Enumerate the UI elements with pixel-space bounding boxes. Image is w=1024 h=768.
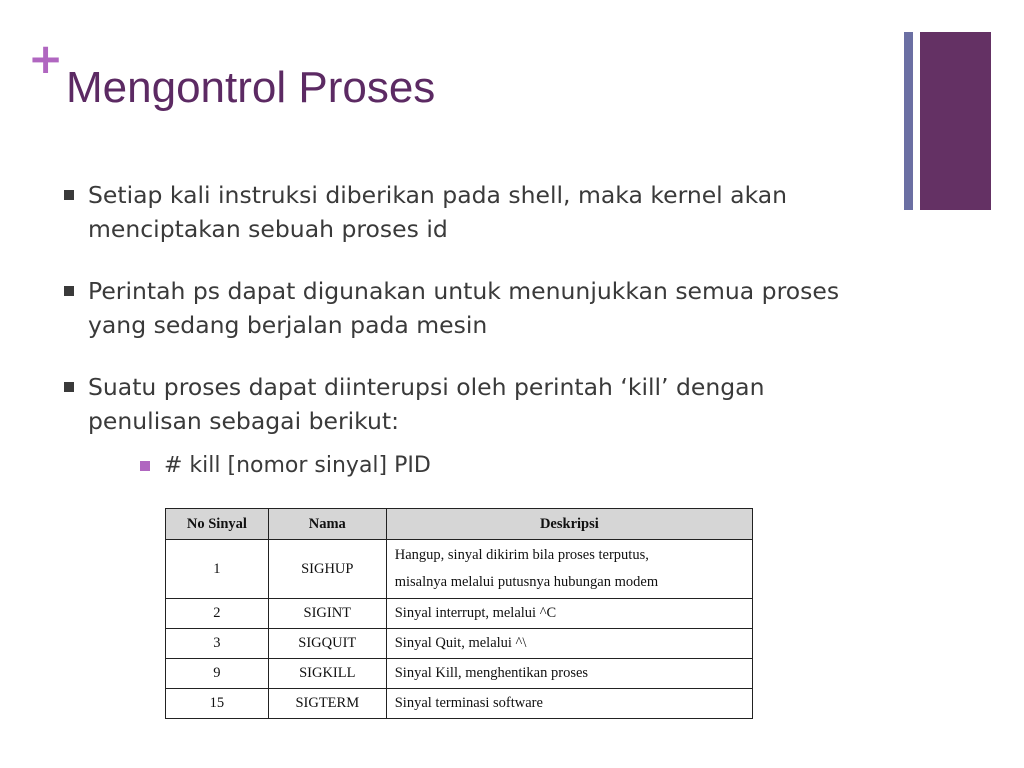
square-bullet-icon [64,286,74,296]
cell-desc-line: Hangup, sinyal dikirim bila proses terputus, [394,547,649,563]
cell-desc: Sinyal Kill, menghentikan proses [386,659,752,689]
cell-name: SIGTERM [268,689,386,719]
cell-no: 15 [166,689,269,719]
decorative-bar-thick [920,32,991,210]
square-bullet-icon [140,461,150,471]
bullet-text: Suatu proses dapat diinterupsi oleh perintah ‘kill’ dengan penulisan sebagai berikut: [88,373,765,435]
slide-title: Mengontrol Proses [66,63,436,112]
cell-desc: Sinyal terminasi software [386,689,752,719]
cell-name: SIGINT [268,599,386,629]
command-syntax: # kill [nomor sinyal] PID [164,453,431,478]
header-deskripsi: Deskripsi [386,509,752,540]
table-row [166,599,753,629]
cell-no: 2 [166,599,269,629]
cell-name: SIGHUP [268,540,386,599]
table-row [166,540,753,599]
square-bullet-icon [64,190,74,200]
cell-no: 9 [166,659,269,689]
cell-desc-line: misalnya melalui putusnya hubungan modem [394,574,659,590]
bullet-item [62,370,882,438]
decorative-bar-thin [904,32,913,210]
table-row [166,629,753,659]
cell-desc: Sinyal interrupt, melalui ^C [386,599,752,629]
plus-icon: + [28,34,64,83]
cell-name: SIGKILL [268,659,386,689]
bullet-text: Perintah ps dapat digunakan untuk menunjukkan semua proses yang sedang berjalan pada mesin [88,277,840,339]
header-nama: Nama [268,509,386,540]
table-header-row [166,509,753,540]
square-bullet-icon [64,382,74,392]
cell-desc [386,540,752,599]
sub-bullet-item [140,451,431,481]
cell-desc: Sinyal Quit, melalui ^\ [386,629,752,659]
table-row [166,689,753,719]
signal-table [165,508,753,719]
table-row [166,659,753,689]
bullet-item [62,178,882,246]
bullet-list [62,178,882,466]
cell-no: 1 [166,540,269,599]
bullet-item [62,274,882,342]
cell-no: 3 [166,629,269,659]
bullet-text: Setiap kali instruksi diberikan pada shell, maka kernel akan menciptakan sebuah proses id [88,181,788,243]
cell-name: SIGQUIT [268,629,386,659]
header-no-sinyal: No Sinyal [166,509,269,540]
